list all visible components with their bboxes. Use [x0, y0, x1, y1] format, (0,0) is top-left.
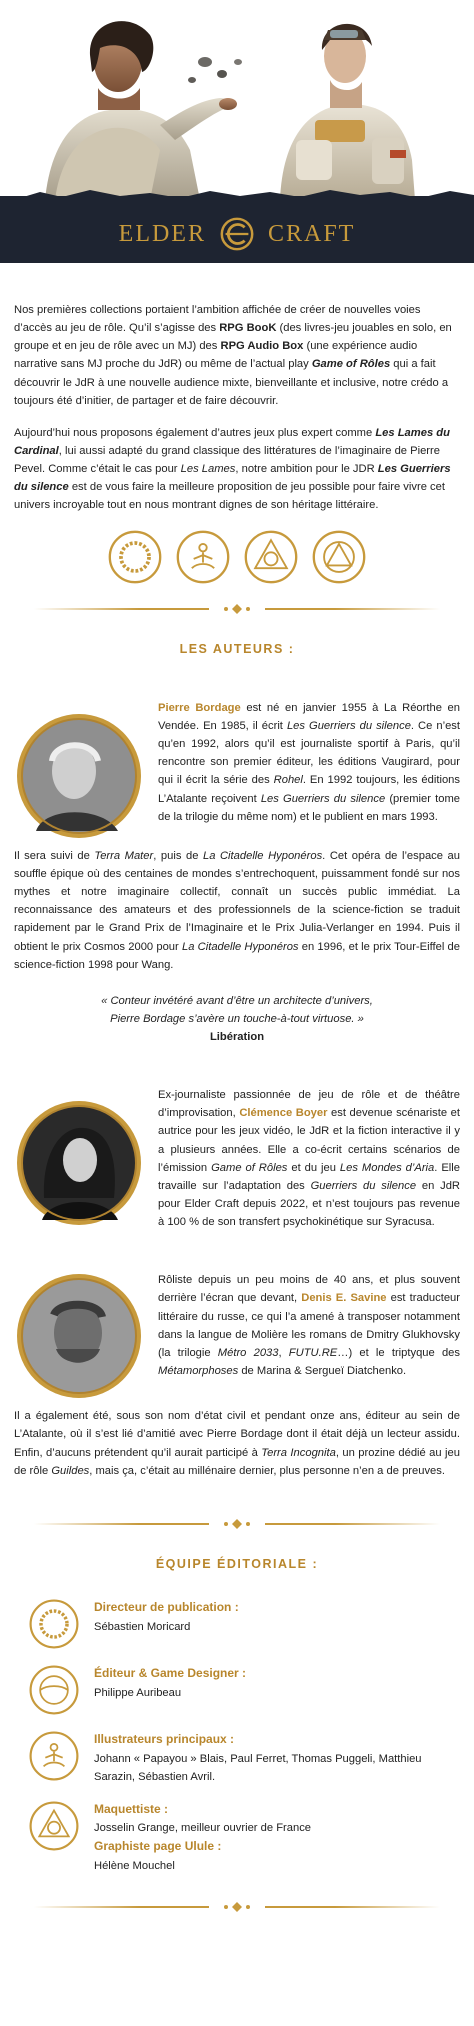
meditation-icon — [175, 529, 231, 585]
team-role: Graphiste page Ulule : — [94, 1839, 222, 1854]
team-title: ÉQUIPE ÉDITORIALE : — [155, 1556, 319, 1571]
savine-bio — [158, 1271, 460, 1401]
ring-icon — [28, 1598, 80, 1650]
text: (des livres-jeu jouables en solo, en groupe et en jeu de rôle avec un MJ) des — [14, 322, 452, 353]
intro-paragraph-1 — [14, 301, 460, 410]
intro-paragraph-2 — [14, 424, 460, 515]
text: La Citadelle Hyponéros — [202, 849, 323, 862]
guerriers-du-silence-term: Les Guerriers du silence — [14, 463, 451, 494]
avatar — [14, 1098, 144, 1228]
text: FUTU.RE — [288, 1346, 338, 1359]
meditation-icon — [28, 1730, 80, 1782]
team-names: Johann « Papayou » Blais, Paul Ferret, Thomas Puggeli, Matthieu Sarazin, Sébastien Avril. — [94, 1752, 422, 1783]
divider-ornament-icon — [212, 603, 262, 615]
team-member — [28, 1800, 460, 1875]
gold-divider — [34, 603, 440, 615]
text: qui a fait découvrir le JdR à une nouvelle audience mixte, bienveillante et inclusive, notre crédo a toujours été d’initier, de partager et de faire découvrir. — [14, 358, 449, 407]
author-name: Pierre Bordage — [158, 701, 241, 714]
text: , un prozine dédié au jeu de rôle — [14, 1446, 460, 1477]
text: est devenue scénariste et autrice pour les jeux vidéo, le JdR et la fiction interactive il y a plusieurs années. Elle a co-écrit certains scénarios de l’émission — [158, 1107, 460, 1174]
team-role: Éditeur & Game Designer : — [94, 1666, 247, 1681]
editorial-team — [14, 1598, 460, 1875]
text: et du jeu — [287, 1161, 340, 1174]
team-names: Josselin Grange, meilleur ouvrier de France — [94, 1822, 312, 1835]
text: , mais ça, c’était au millénaire dernier, plus personne n’en a de preuves. — [89, 1464, 445, 1477]
text: Il a également été, sous son nom d’état civil et pendant onze ans, éditeur au sein de L’Atalante, où il s’est lié d’amitié avec Pierre Bordage dont il était déjà un lecteur assidu. Enfin, d’aucuns prétendent qu’il aurait participé à — [14, 1410, 460, 1459]
text: . Cet opéra de l’espace au souffle épique où des centaines de mondes s’entrechoquent, puissamment fondé sur nos mythes et notre imaginaire collectif, connaît un succès public immédiat. La reconnaissance des amateurs et des professionnels de la science-fiction se traduit rapidement par le Grand Prix de l’Imaginaire et le Prix Julia-Verlanger en 1994. Puis il obtient le prix Cosmos 2000 pour — [14, 849, 460, 953]
author-boyer — [14, 1086, 460, 1231]
text: , — [278, 1346, 289, 1359]
author-name: Clémence Boyer — [239, 1107, 328, 1120]
quote-line-2: Pierre Bordage s’avère un touche-à-tout virtuose. » — [110, 1012, 364, 1025]
text: Guildes — [51, 1464, 90, 1477]
text: Rôliste depuis un peu moins de 40 ans, et plus souvent derrière l’écran que devant, — [158, 1274, 460, 1305]
emblem-row — [14, 529, 460, 585]
text: Guerriers du silence — [310, 1179, 417, 1192]
logo-word-left: ELDER — [118, 220, 206, 247]
intro-section — [14, 301, 460, 515]
circle-icon — [28, 1664, 80, 1716]
text: est né en janvier 1955 à La Réorthe en Vendée. En 1985, il écrit — [158, 701, 460, 732]
text: , lui aussi adapté du grand classique des littératures de l’imaginaire de Pierre Pevel. Comme c’était le cas pour — [14, 444, 440, 476]
text: La Citadelle Hyponéros — [181, 940, 299, 953]
text: . Elle travaille sur l’adaptation des — [158, 1161, 460, 1192]
gold-divider — [34, 1901, 440, 1913]
text: , notre ambition pour le JDR — [235, 463, 378, 476]
divider-ornament-icon — [212, 1901, 262, 1913]
circle-triangle-icon — [311, 529, 367, 585]
quote — [14, 992, 460, 1028]
hero-banner — [0, 0, 474, 263]
savine-bio-continued — [14, 1407, 460, 1480]
text: Les Mondes d’Aria — [339, 1161, 435, 1174]
author-savine — [14, 1271, 460, 1401]
text: Aujourd’hui nous proposons également d’autres jeux plus expert comme — [14, 426, 376, 439]
team-names: Sébastien Moricard — [94, 1620, 191, 1633]
quote-source: Libération — [209, 1031, 265, 1044]
text: Il sera suivi de — [14, 849, 95, 862]
text: . En 1992 toujours, les éditions L’Atalante reçoivent — [158, 774, 460, 805]
logo-emblem-icon — [218, 215, 256, 253]
text: , puis de — [153, 849, 203, 862]
boyer-bio — [158, 1086, 460, 1231]
text: Métamorphoses — [158, 1365, 239, 1378]
text: en 1996, et le prix Tour-Eiffel de science-fiction 1998 pour Wang. — [14, 940, 460, 971]
triangle-circle-icon — [28, 1800, 80, 1852]
avatar — [14, 1271, 144, 1401]
quote-line-1: « Conteur invétéré avant d’être un architecte d’univers, — [101, 994, 373, 1007]
text: Terra Mater — [94, 849, 154, 862]
divider-ornament-icon — [212, 1518, 262, 1530]
author-bordage — [14, 699, 460, 841]
text: (premier tome de la trilogie du même nom) et le publient en mars 1993. — [158, 792, 460, 823]
text: (une expérience audio narrative sans MJ proche du JdR) ou même de l’actual play — [14, 340, 418, 371]
hero-illustration — [0, 0, 474, 200]
ring-icon — [107, 529, 163, 585]
text: Ex-journaliste passionnée de jeu de rôle et de théâtre d’improvisation, — [158, 1089, 460, 1120]
gold-divider — [34, 1518, 440, 1530]
text: en JdR pour Elder Craft depuis 2022, et n’est toujours pas revenue à 100 % de son transfert psychokinétique sur Syracusa. — [158, 1179, 461, 1229]
text: Terra Incognita — [261, 1446, 336, 1459]
text: Rohel — [273, 774, 303, 787]
text: Game of Rôles — [211, 1161, 288, 1174]
rpg-book-term: RPG BooK — [219, 322, 277, 335]
authors-title: LES AUTEURS : — [179, 641, 295, 656]
text: . Ce n’est qu’en 1992, alors qu’il est journaliste sportif à Paris, qu’il rencontre son premier éditeur, les éditions Vaugirard, pour qui il écrit la série des — [158, 719, 460, 787]
text: est de vous faire la meilleure proposition de jeu possible pour faire vivre cet univers incroyable tout en nous montrant dignes de son héritage littéraire. — [14, 481, 445, 512]
lames-du-cardinal-term: Les Lames du Cardinal — [14, 426, 450, 457]
team-role: Illustrateurs principaux : — [94, 1732, 235, 1747]
team-names: Philippe Auribeau — [94, 1686, 182, 1699]
team-member — [28, 1598, 460, 1650]
text: Nos premières collections portaient l’ambition affichée de créer de nouvelles voies d’accès au jeu de rôle. Qu’il s’agisse des — [14, 304, 421, 335]
triangle-circle-icon — [243, 529, 299, 585]
text: Métro 2033 — [217, 1346, 279, 1359]
team-role: Maquettiste : — [94, 1801, 169, 1816]
text: est traducteur littéraire du russe, ce qui l’a amené à transposer notamment dans la langue de Molière les romans de Dmitry Glukhovsky (la trilogie — [158, 1292, 461, 1359]
rpg-audio-box-term: RPG Audio Box — [220, 340, 304, 353]
text: …) et le triptyque des — [337, 1346, 460, 1359]
text: de Marina & Sergueï Diatchenko. — [238, 1365, 407, 1378]
les-lames-term: Les Lames — [180, 463, 236, 476]
text: Les Guerriers du silence — [286, 719, 411, 732]
game-of-roles-term: Game of Rôles — [311, 358, 391, 371]
team-member — [28, 1730, 460, 1786]
author-name: Denis E. Savine — [301, 1292, 387, 1305]
bordage-bio-continued — [14, 847, 460, 974]
logo-word-right: CRAFT — [267, 220, 356, 247]
bordage-bio — [158, 699, 460, 841]
text: Les Guerriers du silence — [260, 792, 386, 805]
avatar — [14, 711, 144, 841]
team-member — [28, 1664, 460, 1716]
team-role: Directeur de publication : — [94, 1600, 239, 1615]
team-names: Hélène Mouchel — [94, 1859, 175, 1872]
elder-craft-logo — [0, 212, 474, 256]
